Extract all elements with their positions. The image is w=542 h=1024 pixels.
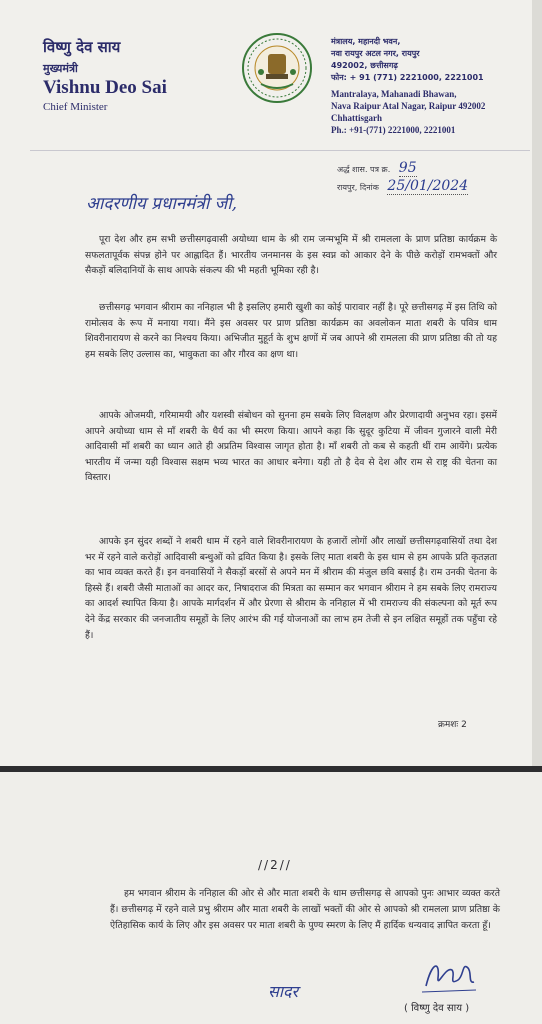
signature-icon [418, 952, 480, 998]
reference-date-value: 25/01/2024 [387, 178, 469, 194]
page-number-mark: //2// [258, 858, 292, 872]
signatory-name: ( विष्णु देव साय ) [404, 1003, 470, 1014]
phone-hindi: फोन: + 91 (771) 2221000, 2221001 [331, 73, 484, 82]
address-hindi-line-3: 492002, छत्तीसगढ़ [331, 61, 398, 70]
address-english-line-2: Nava Raipur Atal Nagar, Raipur 492002 [331, 101, 486, 111]
header-divider [30, 150, 530, 151]
phone-english: Ph.: +91-(771) 2221000, 2221001 [331, 125, 456, 135]
reference-number-label: अर्द्ध शास. पत्र क्र. [337, 165, 391, 174]
closing-regards: सादर [268, 982, 299, 1001]
sender-name-hindi: विष्णु देव साय [43, 38, 121, 56]
continued-marker: क्रमशः 2 [438, 720, 467, 730]
body-paragraph-4: आपके इन सुंदर शब्दों ने शबरी धाम में रहने वाले शिवरीनारायण के हजारों लोगों और लाखों छत्तीसगढ़वासियों तथा देश भर में रहने वाले करोड़ों आदिवासी बन्धुओं को द्रवित किया है। इसके लिए माता शबरी के इस धाम से हम आपके प्रति कृतज्ञता का भाव व्यक्त करते हैं। इन वनवासियों ने सैकड़ों बरसों से अपने मन में श्रीराम की मंजुल छवि बसाई है। राम उनकी चेतना के हिस्से हैं। शबरी जैसी माताओं का आदर कर, निषादराज की मित्रता का सम्मान कर भगवान श्रीराम ने हम सबके लिए रामराज्य का आदर्श स्थापित किया है। आपके मार्गदर्शन में और प्रेरणा से श्रीराम के ननिहाल में भी रामराज्य की संकल्पना को मूर्त रूप देने केंद्र सरकार की जनजातीय समूहों के लिए आरंभ की गई योजनाओं का लाभ हम तेजी से इन लक्षित समूहों तक पहुँचा रहे हैं। [85, 536, 497, 641]
address-english-line-1: Mantralaya, Mahanadi Bhawan, [331, 89, 457, 99]
reference-number [337, 160, 417, 176]
reference-number-value: 95 [398, 160, 417, 176]
body-paragraph-1: पूरा देश और हम सभी छत्तीसगढ़वासी अयोध्या धाम के श्री राम जन्मभूमि में श्री रामलला के प्राण प्रतिष्ठा कार्यक्रम के सफलतापूर्वक संपन्न होने पर आह्लादित हैं। भारतीय जनमानस के इस स्वप्न को आकार देने के पीछे करोड़ों रामभक्तों और सैकड़ों बलिदानियों के साथ आपके संकल्प की भी महती भूमिका रही है। [85, 234, 497, 277]
sender-title-hindi: मुख्यमंत्री [43, 62, 78, 75]
reference-date [337, 178, 468, 194]
body-paragraph-2: छत्तीसगढ़ भगवान श्रीराम का ननिहाल भी है इसलिए हमारी खुशी का कोई पारावार नहीं है। पूरे छत्तीसगढ़ में इस तिथि को रामोत्सव के रूप में मनाया गया। मैंने इस अवसर पर प्राण प्रतिष्ठा कार्यक्रम का अवलोकन माता शबरी के पवित्र धाम शिवरीनारायण से करने का निश्चय किया। अभिजीत मुहूर्त के शुभ क्षणों में जब आपने श्री रामलला की प्राण प्रतिष्ठा की तो यह हम सबके लिए उल्लास का, भावुकता का और गौरव का क्षण था। [85, 302, 497, 360]
sender-title-english: Chief Minister [43, 101, 108, 113]
reference-date-label: रायपुर, दिनांक [337, 183, 379, 192]
address-hindi-line-1: मंत्रालय, महानदी भवन, [331, 37, 401, 46]
body-paragraph-3: आपके ओजमयी, गरिमामयी और यशस्वी संबोधन को सुनना हम सबके लिए विलक्षण और प्रेरणादायी अनुभव रहा। इसमें आपने अयोध्या धाम से माँ शबरी के धैर्य का भी स्मरण किया। आपने कहा कि सुदूर कुटिया में जीवन गुजारने वाली मेरी आदिवासी माँ शबरी का ध्यान आते ही अप्रतिम विश्वास जागृत होता है। माँ शबरी तो कब से कहती थीं राम आयेंगे। प्रत्येक भारतीय में जन्मा यही विश्वास सक्षम भव्य भारत का आधार बनेगा। यही तो है देव से देश और राम से राष्ट्र की चेतना का विस्तार। [85, 410, 497, 484]
address-english-line-3: Chhattisgarh [331, 113, 383, 123]
page2-paragraph: हम भगवान श्रीराम के ननिहाल की ओर से और माता शबरी के धाम छत्तीसगढ़ से आपको पुनः आभार व्यक्त करते हैं। छत्तीसगढ़ में रहने वाले प्रभु श्रीराम और माता शबरी के लाखों भक्तों की ओर से आपको श्री रामलला प्राण प्रतिष्ठा के ऐतिहासिक कार्य के लिए और इस अवसर पर माता शबरी के पुण्य स्मरण के लिए मैं हार्दिक धन्यवाद ज्ञापित करता हूँ। [110, 888, 500, 931]
address-hindi-line-2: नवा रायपुर अटल नगर, रायपुर [331, 49, 420, 58]
salutation: आदरणीय प्रधानमंत्री जी, [86, 194, 238, 214]
state-emblem-icon [241, 32, 313, 104]
sender-name-english: Vishnu Deo Sai [43, 77, 167, 98]
